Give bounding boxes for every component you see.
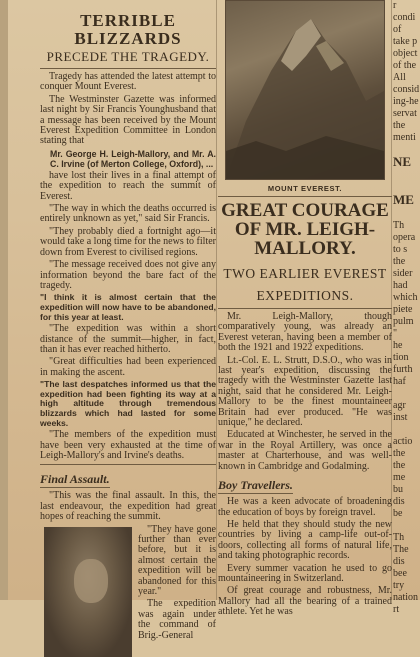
subhead-earlier-expeditions: TWO EARLIER EVEREST [223, 266, 387, 281]
fragment-line: dis [393, 496, 405, 507]
para: "The message received does not give any information beyond the bare fact of the tragedy. [40, 259, 216, 291]
para: "The expedition was within a short distance of the summit—higher, in fact, than it has ever reached hitherto. [40, 323, 216, 355]
headline-great-courage: GREAT COURAGE OF MR. LEIGH-MALLORY. [221, 200, 389, 259]
divider [40, 68, 216, 69]
mount-everest-photo [225, 0, 385, 180]
fragment-line: All [393, 72, 406, 83]
divider [218, 196, 392, 197]
para: Mr. Leigh-Mallory, though comparatively young, was already an Everest veteran, having been a member of both the 1921 and 1922 expeditions. [218, 311, 392, 354]
fragment-line: had [393, 280, 408, 291]
fragment-line: The [393, 544, 409, 555]
fragment-line: menti [393, 132, 416, 143]
para: Educated at Winchester, he served in the war in the Royal Artillery, was once a master at Charterhouse, and was well-known in Cambridge and Godalming. [218, 429, 392, 472]
fragment-line: inst [393, 412, 408, 423]
fragment-line: ing-he [393, 96, 419, 107]
mountain-illustration [226, 1, 384, 179]
fragment-line: tion [393, 352, 409, 363]
fragment-line: actio [393, 436, 413, 447]
right-column-fragment [393, 0, 420, 615]
fragment-line: condi [393, 12, 416, 23]
fragment-line: he [393, 340, 403, 351]
fragment-line: " [393, 328, 398, 339]
para: "They have gone further than ever before, but it is almost certain the expedition will be abandoned for this year." [138, 523, 216, 597]
fragment-line: agr [393, 400, 406, 411]
names-para: Mr. George H. Leigh-Mallory, and Mr. A. C. Irvine (of Merton College, Oxford), ... [50, 148, 216, 169]
fragment-line: which [393, 292, 418, 303]
fragment-line: furth [393, 364, 413, 375]
fragment-line: r [393, 0, 397, 11]
headline-blizzards: TERRIBLE BLIZZARDS [74, 11, 182, 48]
para: "Great difficulties had been experienced in making the ascent. [40, 356, 216, 378]
fragment-line: take p [393, 36, 418, 47]
left-column [40, 0, 216, 641]
bold-para: "I think it is almost certain that the expedition will now have to be abandoned, for this year at least. [40, 292, 216, 322]
fragment-line: nation [393, 592, 418, 603]
para: The expedition was again under the command of Brig.-General [138, 598, 216, 641]
fragment-line: servat [393, 108, 417, 119]
para: Every summer vacation he used to go mountaineering in Switzerland. [218, 562, 392, 584]
para: "The members of the expedition must have been very exhausted at the time of Leigh-Mallory's and Irvine's deaths. [40, 429, 216, 461]
fragment-line [393, 208, 420, 220]
para: Lt.-Col. E. L. Strutt, D.S.O., who was in last year's expedition, discussing the tragedy with the Westminster Gazette last night, said that he considered Mr. Leigh-Mallory to be the finest mountaineer Britain had ever produced. "He was unique," he declared. [218, 354, 392, 429]
fragment-line: of [393, 24, 402, 35]
fragment-line: pulm [393, 316, 414, 327]
fragment-line: ME [393, 192, 414, 207]
fragment-line: bu [393, 484, 403, 495]
subhead-expeditions: EXPEDITIONS. [256, 288, 354, 303]
fragment-line [393, 170, 420, 182]
para: "The way in which the deaths occurred is entirely unknown as yet," said Sir Francis. [40, 203, 216, 225]
para: He held that they should study the new countries by living a camp-life out-of-doors, collecting all forms of natural life, and taking photographic records. [218, 518, 392, 562]
fragment-line: rt [393, 604, 400, 615]
section-boy-travellers: Boy Travellers. [218, 478, 293, 493]
fragment-line: consid [393, 84, 420, 95]
para: Tragedy has attended the latest attempt to conquer Mount Everest. [40, 71, 216, 93]
fragment-line: the [393, 256, 406, 267]
fragment-line: try [393, 580, 405, 591]
page-edge [0, 0, 8, 600]
fragment-line [393, 388, 420, 400]
fragment-line: sider [393, 268, 413, 279]
fragment-line: piete [393, 304, 413, 315]
middle-column [218, 0, 392, 618]
fragment-line: the [393, 448, 406, 459]
portrait-photo [44, 527, 132, 657]
para: "They probably died a fortnight ago—it would take a long time for the news to filter down from Everest to civilised regions. [40, 225, 216, 258]
fragment-line: Th [393, 532, 405, 543]
para: The Westminster Gazette was informed last night by Sir Francis Younghusband that a message has been received by the Mount Everest Expedition Committee in London stating that [40, 93, 216, 147]
bold-para: "The last despatches informed us that the expedition had been fighting its way at a high altitude through tremendous blizzards which had lasted for some weeks. [40, 379, 216, 428]
para: Of great courage and robustness, Mr. Mallory had all the bearing of a trained athlete. Yet he was [218, 585, 392, 618]
fragment-line: to s [393, 244, 408, 255]
fragment-line: of the [393, 60, 417, 71]
para: "This was the final assault. In this, the last endeavour, the expedition had great hopes of reaching the summit. [40, 490, 216, 523]
subhead-tragedy: PRECEDE THE TRAGEDY. [46, 49, 210, 64]
fragment-line: Th [393, 220, 405, 231]
fragment-line: opera [393, 232, 416, 243]
fragment-line [393, 520, 420, 532]
column-rule [216, 0, 217, 600]
fragment-line [393, 424, 420, 436]
fragment-line: NE [393, 154, 412, 169]
portrait-face [74, 559, 108, 603]
fragment-line: bee [393, 568, 407, 579]
fragment-line: the [393, 460, 406, 471]
fragment-line: be [393, 508, 403, 519]
para: have lost their lives in a final attempt of the expedition to reach the summit of Everest. [40, 169, 216, 202]
fragment-line: dis [393, 556, 405, 567]
divider [218, 308, 392, 309]
fragment-line: haf [393, 376, 406, 387]
fragment-line: the [393, 120, 406, 131]
fragment-lines [393, 0, 420, 616]
para: He was a keen advocate of broadening the education of boys by foreign travel. [218, 496, 392, 518]
divider [40, 464, 216, 465]
fragment-line: me [393, 472, 406, 483]
photo-caption: MOUNT EVEREST. [267, 184, 343, 193]
fragment-line: object [393, 48, 418, 59]
section-final-assault: Final Assault. [40, 472, 110, 487]
